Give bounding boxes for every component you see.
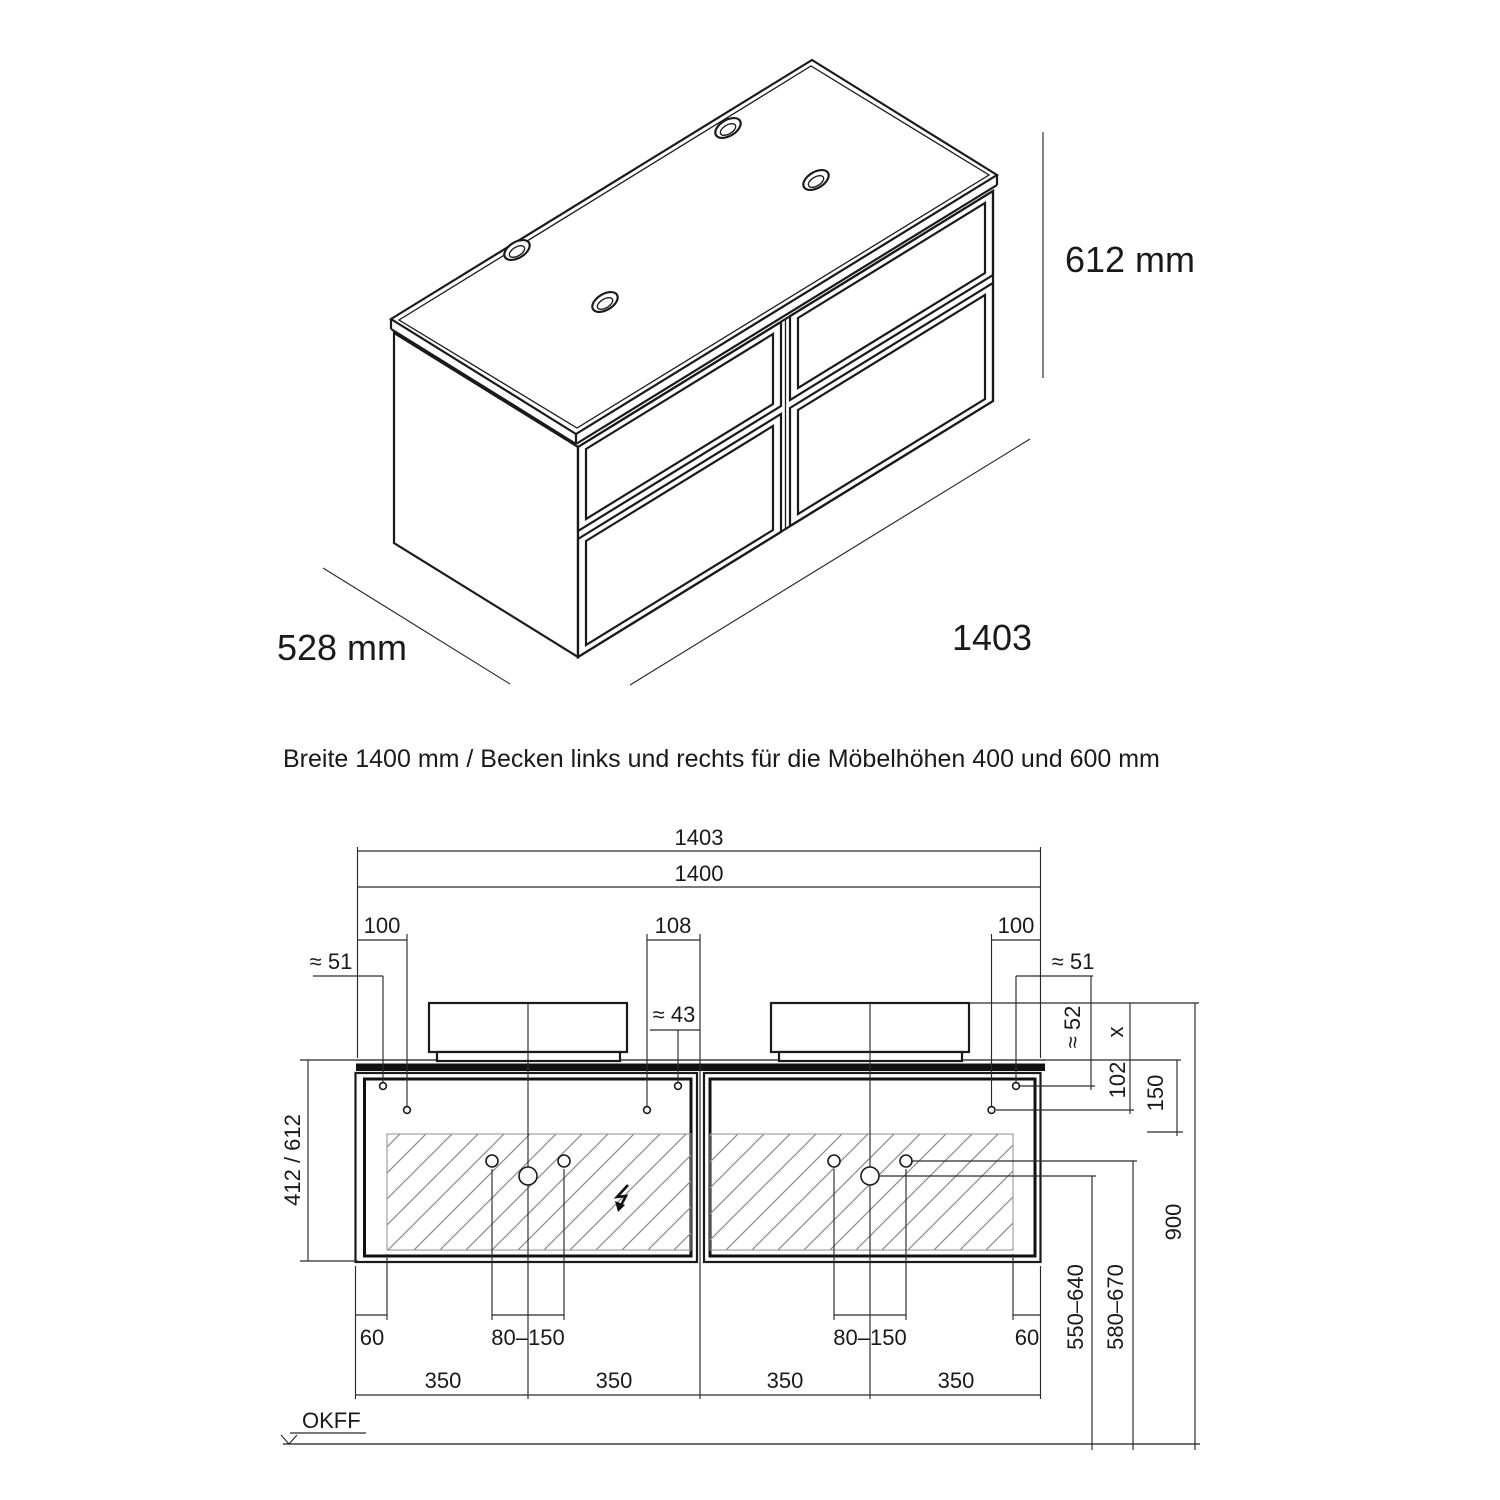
dim-hole-right: 100 <box>997 913 1035 938</box>
elev-hatch-zone-right <box>710 1134 1013 1250</box>
dim-80-150-left: 80–150 <box>491 1325 565 1350</box>
dim-350-2: 350 <box>595 1368 633 1393</box>
dim-total-width: 1403 <box>674 825 724 850</box>
dim-var-x: x <box>1103 1026 1128 1038</box>
fixing-hole <box>380 1083 387 1090</box>
dim-102: 102 <box>1105 1061 1130 1099</box>
dim-approx52: ≈ 52 <box>1060 1005 1085 1049</box>
fixing-hole <box>675 1083 682 1090</box>
iso-height-label: 612 mm <box>1064 239 1196 280</box>
dim-height-options: 412 / 612 <box>280 1114 305 1206</box>
fixing-hole <box>988 1107 995 1114</box>
dim-550-640: 550–640 <box>1063 1264 1088 1350</box>
dim-approx43: ≈ 43 <box>652 1002 696 1027</box>
drawing-caption: Breite 1400 mm / Becken links und rechts für die Möbelhöhen 400 und 600 mm <box>283 745 1160 773</box>
floor-label: OKFF <box>302 1408 361 1433</box>
fixing-hole <box>644 1107 651 1114</box>
dim-350-4: 350 <box>937 1368 975 1393</box>
dim-60-right: 60 <box>1014 1325 1040 1350</box>
elev-hatch-zone-left <box>387 1134 691 1250</box>
dim-350-3: 350 <box>766 1368 804 1393</box>
dim-60-left: 60 <box>359 1325 385 1350</box>
dim-cabinet-width: 1400 <box>674 861 724 886</box>
supply-connection <box>900 1155 912 1167</box>
dim-350-1: 350 <box>424 1368 462 1393</box>
dim-80-150-right: 80–150 <box>833 1325 907 1350</box>
iso-depth-label: 528 mm <box>276 627 408 668</box>
dim-approx51-left: ≈ 51 <box>309 949 353 974</box>
dim-580-670: 580–670 <box>1103 1264 1128 1350</box>
dim-hole-center: 108 <box>654 913 692 938</box>
supply-connection <box>828 1155 840 1167</box>
fixing-hole <box>1013 1083 1020 1090</box>
dim-approx51-right: ≈ 51 <box>1051 949 1095 974</box>
level-mark-icon <box>281 1435 297 1444</box>
supply-connection <box>558 1155 570 1167</box>
fixing-hole <box>404 1107 411 1114</box>
dim-150: 150 <box>1143 1074 1168 1112</box>
iso-width-label: 1403 <box>951 617 1033 658</box>
dim-900: 900 <box>1161 1203 1186 1241</box>
supply-connection <box>486 1155 498 1167</box>
drain-connection <box>861 1167 879 1185</box>
isometric-view <box>277 60 1195 685</box>
drain-connection <box>519 1167 537 1185</box>
dim-hole-left: 100 <box>363 913 401 938</box>
elevation-view <box>280 825 1200 1450</box>
